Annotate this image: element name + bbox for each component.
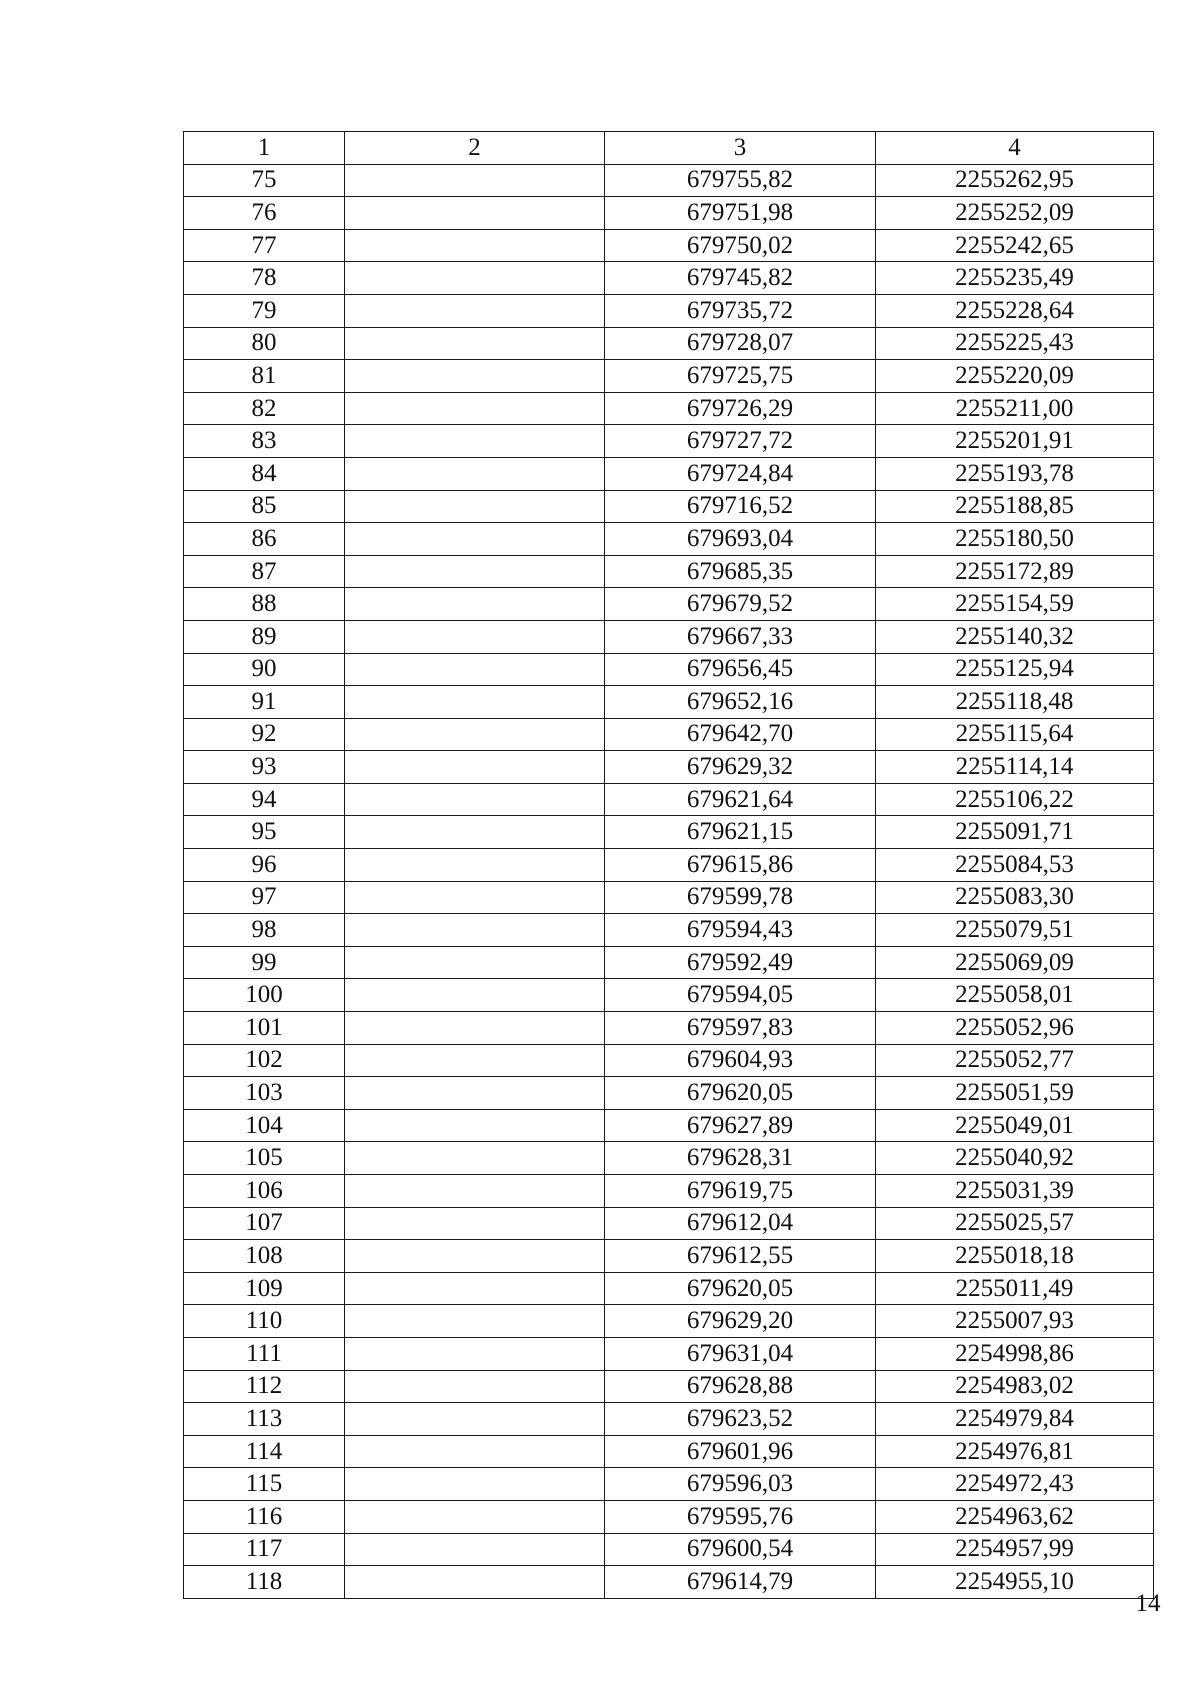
point-number-cell: 82 xyxy=(184,392,345,425)
point-number-cell: 94 xyxy=(184,783,345,816)
x-coordinate-cell: 679615,86 xyxy=(605,849,876,882)
point-number-cell: 76 xyxy=(184,197,345,230)
x-coordinate-cell: 679631,04 xyxy=(605,1337,876,1370)
table-row xyxy=(184,849,1154,882)
y-coordinate-cell: 2254979,84 xyxy=(876,1403,1154,1436)
table-row xyxy=(184,490,1154,523)
description-cell xyxy=(345,620,605,653)
point-number-cell: 105 xyxy=(184,1142,345,1175)
y-coordinate-cell: 2255228,64 xyxy=(876,294,1154,327)
table-row xyxy=(184,360,1154,393)
description-cell xyxy=(345,1566,605,1599)
y-coordinate-cell: 2255106,22 xyxy=(876,783,1154,816)
table-row xyxy=(184,457,1154,490)
x-coordinate-cell: 679755,82 xyxy=(605,164,876,197)
table-row xyxy=(184,1109,1154,1142)
table-row xyxy=(184,588,1154,621)
description-cell xyxy=(345,197,605,230)
y-coordinate-cell: 2255040,92 xyxy=(876,1142,1154,1175)
point-number-cell: 93 xyxy=(184,751,345,784)
y-coordinate-cell: 2255007,93 xyxy=(876,1305,1154,1338)
point-number-cell: 89 xyxy=(184,620,345,653)
table-row xyxy=(184,620,1154,653)
point-number-cell: 90 xyxy=(184,653,345,686)
description-cell xyxy=(345,1533,605,1566)
description-cell xyxy=(345,164,605,197)
x-coordinate-cell: 679745,82 xyxy=(605,262,876,295)
x-coordinate-cell: 679621,64 xyxy=(605,783,876,816)
table-row xyxy=(184,197,1154,230)
y-coordinate-cell: 2254957,99 xyxy=(876,1533,1154,1566)
table-row xyxy=(184,881,1154,914)
table-row xyxy=(184,555,1154,588)
y-coordinate-cell: 2254963,62 xyxy=(876,1500,1154,1533)
point-number-cell: 92 xyxy=(184,718,345,751)
point-number-cell: 107 xyxy=(184,1207,345,1240)
y-coordinate-cell: 2255084,53 xyxy=(876,849,1154,882)
y-coordinate-cell: 2255031,39 xyxy=(876,1175,1154,1208)
y-coordinate-cell: 2255262,95 xyxy=(876,164,1154,197)
description-cell xyxy=(345,457,605,490)
description-cell xyxy=(345,783,605,816)
point-number-cell: 86 xyxy=(184,523,345,556)
point-number-cell: 99 xyxy=(184,946,345,979)
y-coordinate-cell: 2255083,30 xyxy=(876,881,1154,914)
x-coordinate-cell: 679642,70 xyxy=(605,718,876,751)
point-number-cell: 118 xyxy=(184,1566,345,1599)
y-coordinate-cell: 2255079,51 xyxy=(876,914,1154,947)
x-coordinate-cell: 679628,31 xyxy=(605,1142,876,1175)
point-number-cell: 100 xyxy=(184,979,345,1012)
point-number-cell: 106 xyxy=(184,1175,345,1208)
table-row xyxy=(184,327,1154,360)
point-number-cell: 97 xyxy=(184,881,345,914)
description-cell xyxy=(345,523,605,556)
header-cell-2: 2 xyxy=(345,132,605,165)
y-coordinate-cell: 2255091,71 xyxy=(876,816,1154,849)
table-row xyxy=(184,425,1154,458)
point-number-cell: 115 xyxy=(184,1468,345,1501)
y-coordinate-cell: 2255011,49 xyxy=(876,1272,1154,1305)
y-coordinate-cell: 2255188,85 xyxy=(876,490,1154,523)
table-row xyxy=(184,1044,1154,1077)
point-number-cell: 78 xyxy=(184,262,345,295)
table-row xyxy=(184,1240,1154,1273)
x-coordinate-cell: 679597,83 xyxy=(605,1012,876,1045)
description-cell xyxy=(345,1272,605,1305)
description-cell xyxy=(345,718,605,751)
y-coordinate-cell: 2255193,78 xyxy=(876,457,1154,490)
y-coordinate-cell: 2255049,01 xyxy=(876,1109,1154,1142)
y-coordinate-cell: 2255235,49 xyxy=(876,262,1154,295)
point-number-cell: 114 xyxy=(184,1435,345,1468)
x-coordinate-cell: 679629,20 xyxy=(605,1305,876,1338)
description-cell xyxy=(345,1370,605,1403)
point-number-cell: 95 xyxy=(184,816,345,849)
y-coordinate-cell: 2254972,43 xyxy=(876,1468,1154,1501)
table-row xyxy=(184,718,1154,751)
x-coordinate-cell: 679750,02 xyxy=(605,229,876,262)
x-coordinate-cell: 679685,35 xyxy=(605,555,876,588)
x-coordinate-cell: 679724,84 xyxy=(605,457,876,490)
table-row xyxy=(184,392,1154,425)
y-coordinate-cell: 2255115,64 xyxy=(876,718,1154,751)
y-coordinate-cell: 2254998,86 xyxy=(876,1337,1154,1370)
table-row xyxy=(184,686,1154,719)
table-row xyxy=(184,1500,1154,1533)
table-row xyxy=(184,229,1154,262)
point-number-cell: 98 xyxy=(184,914,345,947)
x-coordinate-cell: 679594,43 xyxy=(605,914,876,947)
x-coordinate-cell: 679614,79 xyxy=(605,1566,876,1599)
x-coordinate-cell: 679596,03 xyxy=(605,1468,876,1501)
header-cell-1: 1 xyxy=(184,132,345,165)
point-number-cell: 84 xyxy=(184,457,345,490)
y-coordinate-cell: 2255025,57 xyxy=(876,1207,1154,1240)
description-cell xyxy=(345,1468,605,1501)
x-coordinate-cell: 679599,78 xyxy=(605,881,876,914)
y-coordinate-cell: 2255018,18 xyxy=(876,1240,1154,1273)
page-number: 14 xyxy=(1135,1590,1161,1617)
table-row xyxy=(184,1175,1154,1208)
table-row xyxy=(184,1370,1154,1403)
description-cell xyxy=(345,849,605,882)
x-coordinate-cell: 679679,52 xyxy=(605,588,876,621)
point-number-cell: 102 xyxy=(184,1044,345,1077)
y-coordinate-cell: 2255154,59 xyxy=(876,588,1154,621)
table-row xyxy=(184,164,1154,197)
y-coordinate-cell: 2255140,32 xyxy=(876,620,1154,653)
description-cell xyxy=(345,262,605,295)
description-cell xyxy=(345,1240,605,1273)
description-cell xyxy=(345,1500,605,1533)
y-coordinate-cell: 2255069,09 xyxy=(876,946,1154,979)
description-cell xyxy=(345,653,605,686)
description-cell xyxy=(345,881,605,914)
table-row xyxy=(184,1012,1154,1045)
description-cell xyxy=(345,1305,605,1338)
table-header xyxy=(184,132,1154,165)
table-row xyxy=(184,1142,1154,1175)
x-coordinate-cell: 679728,07 xyxy=(605,327,876,360)
x-coordinate-cell: 679652,16 xyxy=(605,686,876,719)
point-number-cell: 116 xyxy=(184,1500,345,1533)
header-row xyxy=(184,132,1154,165)
description-cell xyxy=(345,914,605,947)
x-coordinate-cell: 679594,05 xyxy=(605,979,876,1012)
table-row xyxy=(184,1272,1154,1305)
description-cell xyxy=(345,1207,605,1240)
description-cell xyxy=(345,1012,605,1045)
description-cell xyxy=(345,1044,605,1077)
table-row xyxy=(184,523,1154,556)
x-coordinate-cell: 679629,32 xyxy=(605,751,876,784)
table-row xyxy=(184,1337,1154,1370)
point-number-cell: 81 xyxy=(184,360,345,393)
description-cell xyxy=(345,946,605,979)
table-row xyxy=(184,262,1154,295)
x-coordinate-cell: 679656,45 xyxy=(605,653,876,686)
x-coordinate-cell: 679725,75 xyxy=(605,360,876,393)
y-coordinate-cell: 2255252,09 xyxy=(876,197,1154,230)
y-coordinate-cell: 2254955,10 xyxy=(876,1566,1154,1599)
x-coordinate-cell: 679592,49 xyxy=(605,946,876,979)
table-row xyxy=(184,653,1154,686)
x-coordinate-cell: 679612,55 xyxy=(605,1240,876,1273)
table-body xyxy=(184,164,1154,1598)
point-number-cell: 87 xyxy=(184,555,345,588)
x-coordinate-cell: 679601,96 xyxy=(605,1435,876,1468)
x-coordinate-cell: 679620,05 xyxy=(605,1272,876,1305)
y-coordinate-cell: 2255172,89 xyxy=(876,555,1154,588)
y-coordinate-cell: 2255058,01 xyxy=(876,979,1154,1012)
description-cell xyxy=(345,294,605,327)
x-coordinate-cell: 679621,15 xyxy=(605,816,876,849)
y-coordinate-cell: 2255114,14 xyxy=(876,751,1154,784)
x-coordinate-cell: 679595,76 xyxy=(605,1500,876,1533)
description-cell xyxy=(345,686,605,719)
description-cell xyxy=(345,229,605,262)
point-number-cell: 101 xyxy=(184,1012,345,1045)
point-number-cell: 96 xyxy=(184,849,345,882)
point-number-cell: 79 xyxy=(184,294,345,327)
point-number-cell: 112 xyxy=(184,1370,345,1403)
y-coordinate-cell: 2255201,91 xyxy=(876,425,1154,458)
description-cell xyxy=(345,816,605,849)
table-row xyxy=(184,1533,1154,1566)
table-row xyxy=(184,946,1154,979)
x-coordinate-cell: 679604,93 xyxy=(605,1044,876,1077)
table-row xyxy=(184,1077,1154,1110)
y-coordinate-cell: 2255052,77 xyxy=(876,1044,1154,1077)
description-cell xyxy=(345,555,605,588)
point-number-cell: 88 xyxy=(184,588,345,621)
y-coordinate-cell: 2255225,43 xyxy=(876,327,1154,360)
x-coordinate-cell: 679619,75 xyxy=(605,1175,876,1208)
table-row xyxy=(184,816,1154,849)
table-row xyxy=(184,1305,1154,1338)
point-number-cell: 103 xyxy=(184,1077,345,1110)
table-row xyxy=(184,751,1154,784)
description-cell xyxy=(345,327,605,360)
x-coordinate-cell: 679726,29 xyxy=(605,392,876,425)
x-coordinate-cell: 679751,98 xyxy=(605,197,876,230)
y-coordinate-cell: 2255242,65 xyxy=(876,229,1154,262)
description-cell xyxy=(345,588,605,621)
point-number-cell: 91 xyxy=(184,686,345,719)
header-cell-3: 3 xyxy=(605,132,876,165)
table-row xyxy=(184,294,1154,327)
point-number-cell: 85 xyxy=(184,490,345,523)
table-row xyxy=(184,979,1154,1012)
x-coordinate-cell: 679600,54 xyxy=(605,1533,876,1566)
x-coordinate-cell: 679716,52 xyxy=(605,490,876,523)
table-row xyxy=(184,1403,1154,1436)
y-coordinate-cell: 2255052,96 xyxy=(876,1012,1154,1045)
y-coordinate-cell: 2254976,81 xyxy=(876,1435,1154,1468)
description-cell xyxy=(345,1109,605,1142)
point-number-cell: 80 xyxy=(184,327,345,360)
table-row xyxy=(184,1468,1154,1501)
description-cell xyxy=(345,1077,605,1110)
table-row xyxy=(184,1435,1154,1468)
y-coordinate-cell: 2255220,09 xyxy=(876,360,1154,393)
description-cell xyxy=(345,1435,605,1468)
point-number-cell: 109 xyxy=(184,1272,345,1305)
y-coordinate-cell: 2254983,02 xyxy=(876,1370,1154,1403)
x-coordinate-cell: 679627,89 xyxy=(605,1109,876,1142)
description-cell xyxy=(345,425,605,458)
point-number-cell: 104 xyxy=(184,1109,345,1142)
description-cell xyxy=(345,490,605,523)
description-cell xyxy=(345,979,605,1012)
table-row xyxy=(184,1207,1154,1240)
description-cell xyxy=(345,1337,605,1370)
point-number-cell: 83 xyxy=(184,425,345,458)
description-cell xyxy=(345,1403,605,1436)
description-cell xyxy=(345,1175,605,1208)
table-row xyxy=(184,1566,1154,1599)
coordinates-table xyxy=(183,131,1154,1599)
table-row xyxy=(184,914,1154,947)
y-coordinate-cell: 2255051,59 xyxy=(876,1077,1154,1110)
x-coordinate-cell: 679727,72 xyxy=(605,425,876,458)
header-cell-4: 4 xyxy=(876,132,1154,165)
point-number-cell: 108 xyxy=(184,1240,345,1273)
description-cell xyxy=(345,1142,605,1175)
description-cell xyxy=(345,392,605,425)
point-number-cell: 77 xyxy=(184,229,345,262)
y-coordinate-cell: 2255125,94 xyxy=(876,653,1154,686)
point-number-cell: 75 xyxy=(184,164,345,197)
x-coordinate-cell: 679623,52 xyxy=(605,1403,876,1436)
x-coordinate-cell: 679620,05 xyxy=(605,1077,876,1110)
point-number-cell: 111 xyxy=(184,1337,345,1370)
table-row xyxy=(184,783,1154,816)
point-number-cell: 117 xyxy=(184,1533,345,1566)
y-coordinate-cell: 2255211,00 xyxy=(876,392,1154,425)
x-coordinate-cell: 679628,88 xyxy=(605,1370,876,1403)
y-coordinate-cell: 2255180,50 xyxy=(876,523,1154,556)
x-coordinate-cell: 679735,72 xyxy=(605,294,876,327)
y-coordinate-cell: 2255118,48 xyxy=(876,686,1154,719)
description-cell xyxy=(345,360,605,393)
x-coordinate-cell: 679612,04 xyxy=(605,1207,876,1240)
point-number-cell: 110 xyxy=(184,1305,345,1338)
description-cell xyxy=(345,751,605,784)
point-number-cell: 113 xyxy=(184,1403,345,1436)
x-coordinate-cell: 679693,04 xyxy=(605,523,876,556)
x-coordinate-cell: 679667,33 xyxy=(605,620,876,653)
